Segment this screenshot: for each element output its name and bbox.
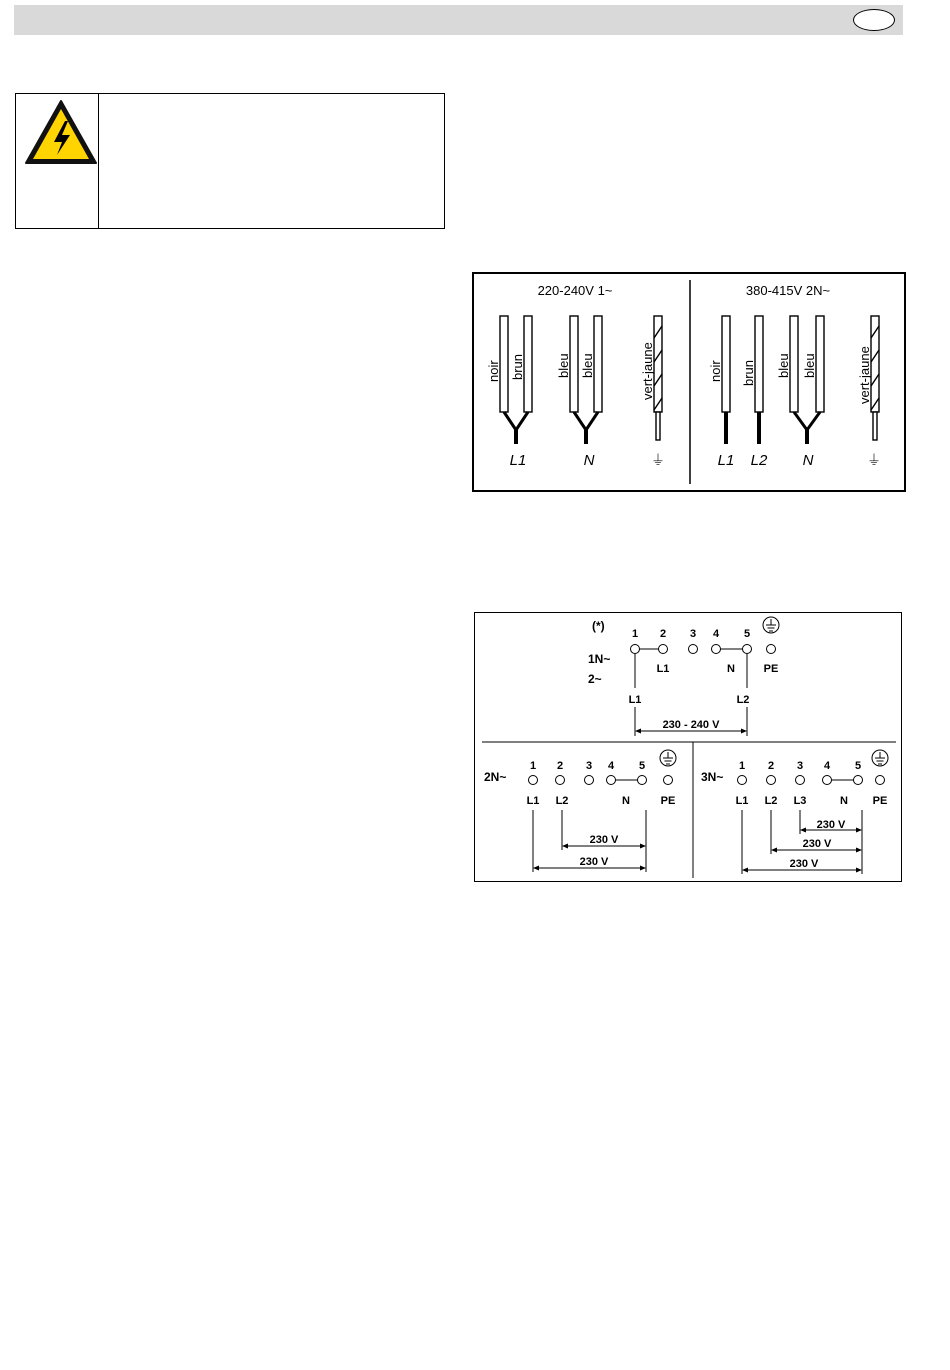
terminal-label-n: N (802, 452, 814, 469)
voltage-label: 230 V (589, 834, 619, 846)
terminal-block-diagram (474, 612, 902, 882)
wire-label-noir: noir (486, 360, 501, 382)
wire-label-brun: brun (741, 359, 756, 386)
mode-3n: 3N~ (701, 770, 724, 784)
terminal-label: N (622, 795, 630, 807)
high-voltage-warning-icon (24, 98, 98, 166)
terminal-number: 5 (638, 760, 646, 772)
note-marker: (*) (592, 619, 605, 633)
terminal-label: L3 (793, 795, 807, 807)
terminal-label-n: N (583, 452, 595, 469)
header-bar (14, 5, 903, 35)
voltage-label: 230 - 240 V (662, 719, 720, 731)
terminal-number: 2 (556, 760, 564, 772)
terminal-1 (529, 776, 538, 785)
wiring-right-title: 380-415V 2N~ (745, 283, 831, 298)
terminal-2 (767, 776, 776, 785)
terminal-label: N (840, 795, 848, 807)
wire-label-bleu: bleu (556, 353, 571, 378)
terminal-4 (607, 776, 616, 785)
terminal-label-l1: L1 (717, 452, 735, 469)
terminal-label-l2: L2 (750, 452, 768, 469)
wiring-left-title: 220-240V 1~ (537, 283, 613, 298)
wiring-frame (473, 273, 905, 491)
voltage-label: 230 V (816, 819, 846, 831)
terminal-4 (823, 776, 832, 785)
terminal-number: 1 (738, 760, 746, 772)
mode-2n: 2N~ (484, 770, 507, 784)
wire-color-diagram (472, 272, 906, 492)
terminal-frame (475, 613, 902, 882)
terminal-number: 3 (689, 628, 697, 640)
mode-1n: 1N~ (588, 652, 611, 666)
terminal-number: 4 (607, 760, 615, 772)
warning-divider (98, 94, 99, 228)
terminal-number: 3 (585, 760, 593, 772)
terminal-number: 4 (823, 760, 831, 772)
terminal-pe (767, 645, 776, 654)
voltage-label: 230 V (789, 858, 819, 870)
terminal-number: 5 (854, 760, 862, 772)
earth-symbol-icon: ⏚ (651, 452, 665, 468)
terminal-label-l1: L1 (509, 452, 527, 469)
terminal-label: L2 (736, 694, 750, 706)
terminal-label: PE (872, 795, 888, 807)
voltage-label: 230 V (802, 838, 832, 850)
terminal-1 (631, 645, 640, 654)
terminal-label: N (727, 663, 735, 675)
warning-box (15, 93, 445, 229)
terminal-number: 1 (529, 760, 537, 772)
wire-label-bleu: bleu (776, 353, 791, 378)
terminal-5 (743, 645, 752, 654)
terminal-pe (876, 776, 885, 785)
terminal-2 (659, 645, 668, 654)
terminal-number: 3 (796, 760, 804, 772)
wire-label-bleu: bleu (580, 353, 595, 378)
terminal-3 (689, 645, 698, 654)
terminal-number: 2 (767, 760, 775, 772)
language-badge (853, 9, 895, 31)
terminal-1 (738, 776, 747, 785)
terminal-pe (664, 776, 673, 785)
mode-2: 2~ (588, 672, 602, 686)
terminal-label: L2 (764, 795, 778, 807)
terminal-label: L1 (526, 795, 540, 807)
terminal-number: 2 (659, 628, 667, 640)
terminal-2 (556, 776, 565, 785)
terminal-number: 1 (631, 628, 639, 640)
terminal-label: PE (660, 795, 676, 807)
wire-label-vert-jaune: vert-jaune (640, 342, 655, 400)
terminal-5 (638, 776, 647, 785)
terminal-label: L1 (656, 663, 670, 675)
earth-symbol-icon: ⏚ (867, 452, 881, 468)
terminal-number: 5 (743, 628, 751, 640)
terminal-5 (854, 776, 863, 785)
wire-label-bleu: bleu (802, 353, 817, 378)
terminal-label: L1 (628, 694, 642, 706)
voltage-label: 230 V (579, 856, 609, 868)
wire-label-brun: brun (510, 353, 525, 380)
terminal-3 (796, 776, 805, 785)
terminal-number: 4 (712, 628, 720, 640)
terminal-3 (585, 776, 594, 785)
wire-label-vert-jaune: vert-jaune (857, 346, 872, 404)
terminal-label: L2 (555, 795, 569, 807)
wire-label-noir: noir (708, 360, 723, 382)
terminal-label: PE (763, 663, 779, 675)
terminal-label: L1 (735, 795, 749, 807)
terminal-4 (712, 645, 721, 654)
